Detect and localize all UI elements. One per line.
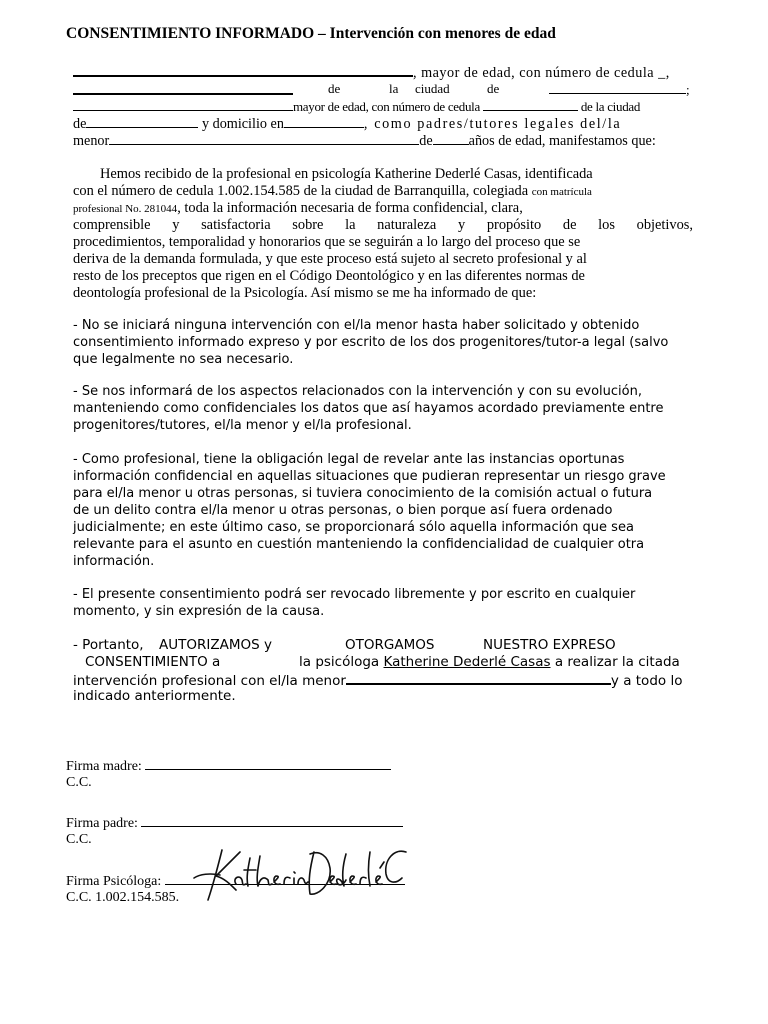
p6-line-3-b: y a todo lo: [610, 673, 683, 689]
p1-line-6: deriva de la demanda formulada, y que este proceso está sujeto al secreto profesional y al: [73, 251, 587, 267]
header-line-3-end: de la ciudad: [580, 99, 641, 114]
signature-padre-line[interactable]: [141, 813, 403, 827]
header-line-4-mid: y domicilio en: [201, 116, 284, 132]
document-title: CONSENTIMIENTO INFORMADO – Intervención con menores de edad: [66, 25, 556, 42]
minor-name-blank-2[interactable]: [346, 670, 611, 685]
p2-line-3: que legalmente no sea necesario.: [73, 352, 294, 367]
signature-padre-cc: C.C.: [66, 832, 92, 847]
parent-name-blank-2[interactable]: [73, 97, 293, 111]
signature-padre-label: Firma padre:: [66, 816, 138, 831]
p1-line-8: deontología profesional de la Psicología. Así mismo se me ha informado de que:: [73, 285, 537, 301]
p6-line-1-d: NUESTRO EXPRESO: [483, 637, 616, 653]
cedula-blank-2[interactable]: [483, 97, 578, 111]
p1-line-7: resto de los preceptos que rigen en el Código Deontológico y en las diferentes normas de: [73, 268, 585, 284]
signature-madre-cc: C.C.: [66, 775, 92, 790]
minor-name-blank[interactable]: [109, 131, 419, 145]
p3-line-1: - Se nos informará de los aspectos relacionados con la intervención y con su evolución,: [73, 384, 642, 399]
p1-line-2-small: con matrícula: [531, 186, 592, 198]
p6-line-2: [73, 653, 693, 671]
city-blank-2[interactable]: [86, 114, 198, 128]
p3-line-3: progenitores/tutores, el/la menor y el/la profesional.: [73, 418, 412, 433]
header-line-2-de: de: [328, 81, 341, 96]
signature-madre-row: [66, 756, 391, 775]
header-line-5: [73, 131, 693, 150]
p5-line-1: - El presente consentimiento podrá ser revocado libremente y por escrito en cualquier: [73, 587, 636, 602]
p4-line-2: información confidencial en aquellas situaciones que pudieran representar un riesgo grave: [73, 469, 666, 484]
p1-line-5: procedimientos, temporalidad y honorarios que se seguirán a lo largo del proceso que se: [73, 234, 581, 250]
p4-line-4: de un delito contra el/la menor u otras personas, o bien porque así fuera ordenado: [73, 503, 613, 518]
p4-line-6: relevante para el asunto en cuestión manteniendo la confidencialidad de cualquier otra: [73, 537, 645, 552]
p6-line-3-a: intervención profesional con el/la menor: [73, 673, 346, 689]
p6-line-2-a: CONSENTIMIENTO a: [85, 654, 221, 670]
p6-line-1-b: AUTORIZAMOS y: [159, 637, 272, 653]
p6-line-4: indicado anteriormente.: [73, 688, 236, 704]
header-line-4-end: , como padres/tutores legales del/la: [363, 116, 622, 132]
psychologist-name: Katherine Dederlé Casas: [383, 654, 551, 670]
p1-line-3-small: profesional No. 281044: [73, 203, 178, 215]
header-line-4-start: de: [73, 116, 87, 132]
p6-line-1-c: OTORGAMOS: [345, 637, 435, 653]
p6-line-2-c: a realizar la citada: [554, 654, 680, 670]
p1-line-4: comprensible y satisfactoria sobre la naturaleza y propósito de los objetivos,: [73, 217, 693, 233]
age-blank[interactable]: [433, 131, 469, 145]
header-line-3-mid: mayor de edad, con número de cedula: [293, 99, 480, 114]
p4-line-5: judicialmente; en este último caso, se proporcionará sólo aquella información que sea: [73, 520, 634, 535]
p2-line-2: consentimiento informado expreso y por escrito de los dos progenitores/tutor-a legal (salvo: [73, 335, 669, 350]
header-line-2-de2: de: [487, 81, 500, 96]
p1-line-3-text: , toda la información necesaria de forma confidencial, clara,: [177, 200, 523, 216]
p1-line-1: Hemos recibido de la profesional en psicología Katherine Dederlé Casas, identificada: [100, 166, 593, 182]
header-line-2-ciudad: ciudad: [415, 81, 450, 96]
signature-psicologa-cc: C.C. 1.002.154.585.: [66, 890, 180, 905]
p3-line-2: manteniendo como confidenciales los datos que así hayamos acordado previamente entre: [73, 401, 664, 416]
header-line-1: [73, 62, 693, 82]
signature-madre-label: Firma madre:: [66, 759, 142, 774]
p5-line-2: momento, y sin expresión de la causa.: [73, 604, 325, 619]
p2-line-1: - No se iniciará ninguna intervención con el/la menor hasta haber solicitado y obtenido: [73, 318, 640, 333]
header-line-5-start: menor: [73, 133, 110, 149]
address-blank[interactable]: [284, 114, 364, 128]
p1-line-2-text: con el número de cedula 1.002.154.585 de la ciudad de Barranquilla, colegiada: [73, 183, 529, 199]
p6-line-2-rest: [299, 653, 680, 671]
signature-madre-line[interactable]: [145, 756, 391, 770]
parent-name-blank-1[interactable]: [73, 62, 413, 77]
p6-line-2-b: la psicóloga: [299, 654, 380, 670]
header-line-2-la: la: [389, 81, 399, 96]
signature-psicologa-label: Firma Psicóloga:: [66, 874, 162, 889]
p4-line-3: para el/la menor u otras personas, si tuviera conocimiento de la comisión actual o futura: [73, 486, 653, 501]
header-line-5-end: años de edad, manifestamos que:: [468, 133, 656, 149]
signature-padre-row: [66, 813, 403, 832]
header-line-2-end: ;: [686, 82, 690, 97]
p4-line-7: información.: [73, 554, 155, 569]
p4-line-1: - Como profesional, tiene la obligación legal de revelar ante las instancias oportunas: [73, 452, 625, 467]
city-blank-1[interactable]: [549, 80, 686, 94]
header-line-5-de: de: [419, 133, 433, 149]
handwritten-signature: [180, 838, 410, 910]
cedula-blank-1[interactable]: [73, 80, 293, 95]
header-line-1-text: , mayor de edad, con número de cedula _,: [413, 65, 670, 81]
p6-line-1-a: - Portanto,: [73, 637, 144, 653]
p6-line-1: [73, 636, 693, 654]
